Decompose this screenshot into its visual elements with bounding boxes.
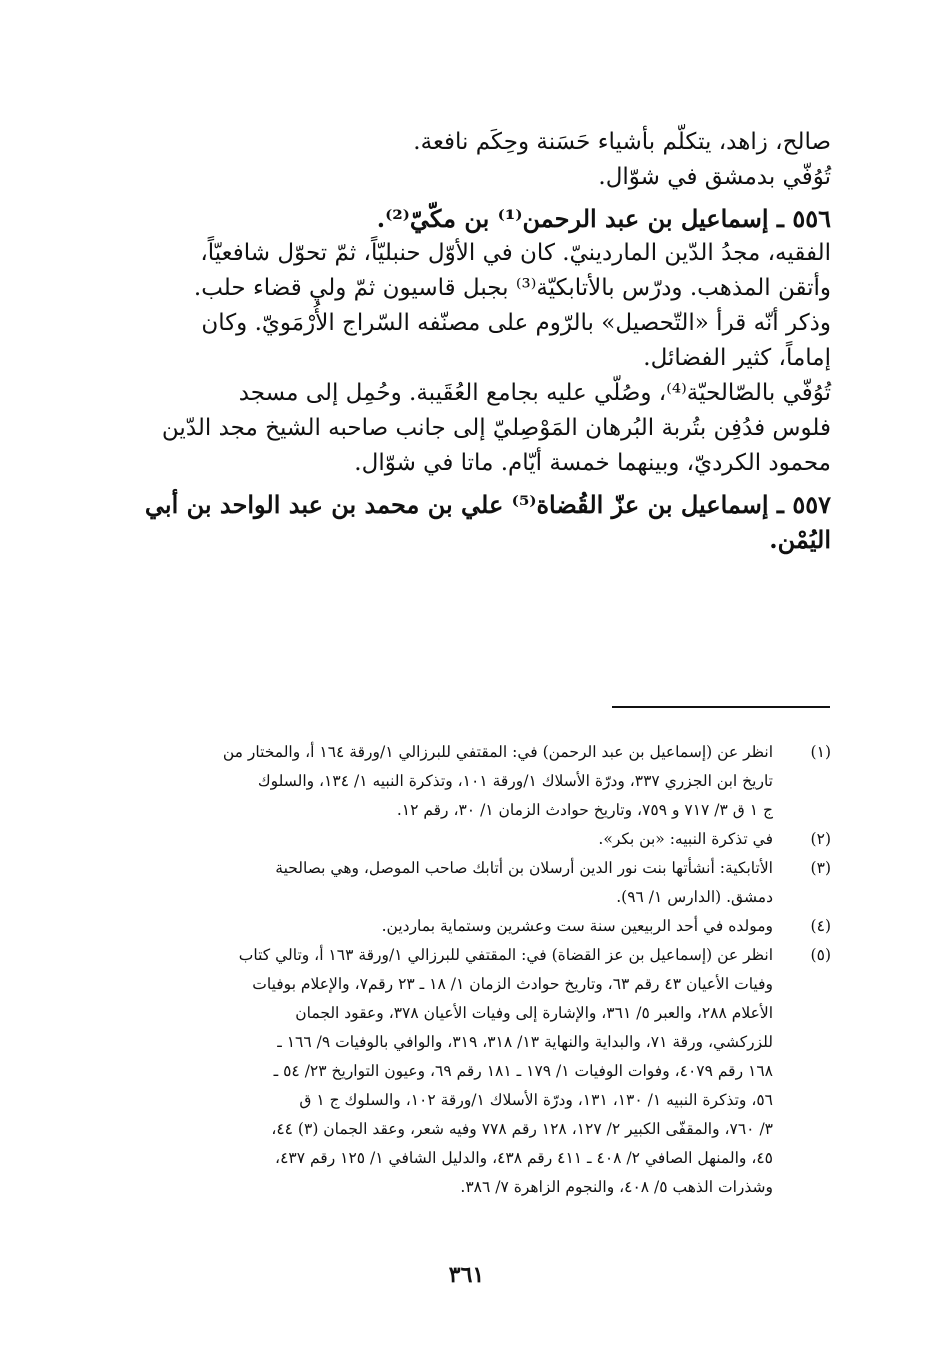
footnote-number: (٥) xyxy=(810,946,831,964)
main-text xyxy=(105,125,831,557)
footnote-line: الأعلام ٢٨٨، والعبر ٥/ ٣٦١، والإشارة إلى وفيات الأعيان ٣٧٨، وعقود الجمان xyxy=(295,1004,773,1022)
entry-heading-556: ٥٥٦ ـ إسماعيل بن عبد الرحمن⁽¹⁾ بن مكّيّ⁽²⁾. xyxy=(376,204,831,233)
footnote-line: ١٦٨ رقم ٤٠٧٩، وفوات الوفيات ١/ ١٧٩ ـ ١٨١ رقم ٦٩، وعيون التواريخ ٢٣/ ٥٤ ـ xyxy=(273,1062,773,1080)
text-line: تُوُفّي بدمشق في شوّال. xyxy=(598,164,831,190)
footnote-number: (٢) xyxy=(810,830,831,848)
footnote-line: للزركشي، ورقة ٧١، والبداية والنهاية ١٣/ ٣١٨، ٣١٩، والوافي بالوفيات ٩/ ١٦٦ ـ xyxy=(277,1033,773,1051)
footnote-line: تاريخ ابن الجزري ٣٣٧، ودرّة الأسلاك ١/ورقة ١٠١، وتذكرة النبيه ١/ ١٣٤، والسلوك xyxy=(257,772,773,790)
text-line: وذكر أنّه قرأ «التّحصيل» بالرّوم على مصنّفه السّراج الأُرْمَويّ. وكان xyxy=(201,310,831,336)
entry-heading-557-cont: اليُمْن. xyxy=(769,525,831,554)
footnote-line: ج ١ ق ٣/ ٧١٧ و ٧٥٩، وتاريخ حوادث الزمان ١/ ٣٠، رقم ١٢. xyxy=(396,801,773,819)
entry-heading-557: ٥٥٧ ـ إسماعيل بن عزّ القُضاة⁽⁵⁾ علي بن محمد بن عبد الواحد بن أبي xyxy=(144,490,831,519)
text-line: فلوس فدُفِن بتُربة البُرهان المَوْصِليّ إلى جانب صاحبه الشيخ مجد الدّين xyxy=(161,415,831,441)
footnotes xyxy=(105,738,831,1202)
footnote-line: ٤٥، والمنهل الصافي ٢/ ٤٠٨ ـ ٤١١ رقم ٤٣٨، والدليل الشافي ١/ ١٢٥ رقم ٤٣٧، xyxy=(275,1149,773,1167)
text-line: إماماً، كثير الفضائل. xyxy=(643,345,831,371)
text-line: تُوُفّي بالصّالحيّة⁽⁴⁾، وصُلّي عليه بجامع العُقَيبة. وحُمِل إلى مسجد xyxy=(238,380,831,406)
text-line: صالح، زاهد، يتكلّم بأشياء حَسَنة وحِكَم نافعة. xyxy=(413,129,831,155)
footnote-number: (١) xyxy=(810,743,831,761)
footnote-1 xyxy=(105,738,831,825)
footnote-5 xyxy=(105,941,831,1202)
text-line: محمود الكرديّ، وبينهما خمسة أيّام. ماتا في شوّال. xyxy=(354,450,831,476)
footnote-divider xyxy=(612,706,830,708)
footnote-line: انظر عن (إسماعيل بن عبد الرحمن) في: المقتفي للبرزالي ١/ورقة ١٦٤ أ، والمختار من xyxy=(222,743,773,761)
footnote-2 xyxy=(105,825,831,854)
footnote-line: الأتابكية: أنشأتها بنت نور الدين أرسلان بن أتابك صاحب الموصل، وهي بصالحية xyxy=(275,859,773,877)
footnote-number: (٤) xyxy=(810,917,831,935)
footnote-3 xyxy=(105,854,831,912)
footnote-line: في تذكرة النبيه: «بن بكر». xyxy=(598,830,773,848)
footnote-number: (٣) xyxy=(810,859,831,877)
text-line: وأتقن المذهب. ودرّس بالأتابكيّة⁽³⁾ بجبل قاسيون ثمّ ولي قضاء حلب. xyxy=(193,275,831,301)
footnote-line: انظر عن (إسماعيل بن عز القضاة) في: المقتفي للبرزالي ١/ورقة ١٦٣ أ، وتالي كتاب xyxy=(238,946,773,964)
footnote-line: وشذرات الذهب ٥/ ٤٠٨، والنجوم الزاهرة ٧/ ٣٨٦. xyxy=(460,1178,773,1196)
text-line: الفقيه، مجدُ الدّين الماردينيّ. كان في الأوّل حنبليّاً، ثمّ تحوّل شافعيّاً، xyxy=(200,240,831,266)
footnote-line: ٣/ ٧٦٠، والمقفّى الكبير ٢/ ١٢٧، ١٢٨ رقم ٧٧٨ وفيه شعر، وعقد الجمان (٣) ٤٤، xyxy=(271,1120,773,1138)
footnote-line: وفيات الأعيان ٤٣ رقم ٦٣، وتاريخ حوادث الزمان ١/ ١٨ ـ ٢٣ رقم٧، والإعلام بوفيات xyxy=(252,975,773,993)
page-number: ٣٦١ xyxy=(448,1262,485,1288)
footnote-line: دمشق. (الدارس ١/ ٩٦). xyxy=(616,888,773,906)
footnote-line: ومولده في أحد الربيعين سنة ست وعشرين وستماية بماردين. xyxy=(381,917,773,935)
footnote-4 xyxy=(105,912,831,941)
footnote-line: ٥٦، وتذكرة النبيه ١/ ١٣٠، ١٣١، ودرّة الأسلاك ١/ورقة ١٠٢، والسلوك ج ١ ق xyxy=(299,1091,773,1109)
